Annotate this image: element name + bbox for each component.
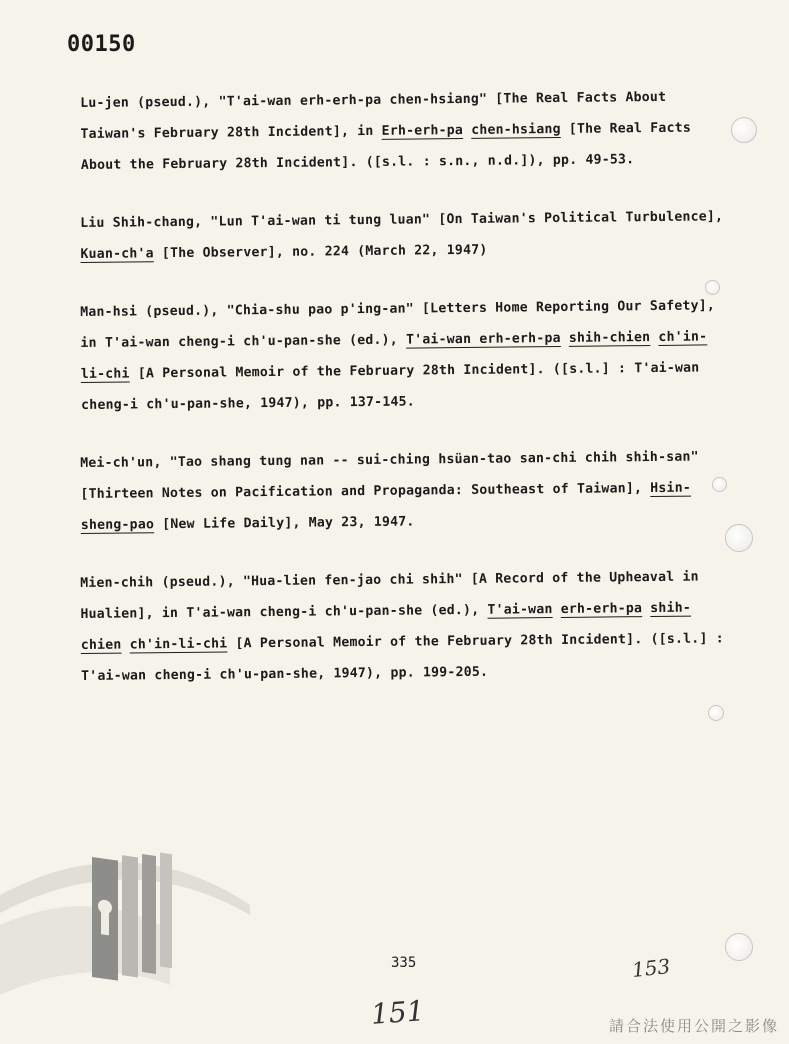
punch-hole (708, 705, 724, 721)
bibliography-entry (80, 441, 731, 541)
underlined-title: T'ai-wan (487, 602, 553, 618)
page-number: 335 (391, 955, 417, 971)
underlined-title: T'ai-wan erh-erh-pa (405, 330, 561, 348)
document-number: 00150 (67, 32, 136, 57)
handwritten-folio-number: 151 (369, 994, 426, 1031)
underlined-title: erh-erh-pa (560, 601, 643, 617)
bibliography-entry (80, 81, 731, 181)
punch-hole (725, 933, 753, 961)
entry-text: Liu Shih-chang, "Lun T'ai-wan ti tung luan" [On Taiwan's Political Turbulence], (80, 209, 724, 231)
punch-hole (725, 524, 753, 552)
handwritten-page-note: 153 (630, 954, 672, 982)
underlined-title: ch'in-li-chi (129, 636, 228, 653)
entry-text: [The Real Facts About the February 28th Incident]. ([s.l. : s.n., n.d.]), pp. 49-53. (80, 120, 692, 173)
entry-text: Mei-ch'un, "Tao shang tung nan -- sui-ching hsüan-tao san-chi chih shih-san" [Thirteen Notes on Pacification and Propaganda: Southeast of Taiwan], (80, 449, 699, 502)
entry-text: Lu-jen (pseud.), "T'ai-wan erh-erh-pa chen-hsiang" [The Real Facts About Taiwan's February 28th Incident], in (80, 89, 667, 142)
underlined-title: Hsin-sheng-pao (80, 480, 692, 533)
underlined-title: chen-hsiang (471, 121, 561, 138)
bibliography-entry (80, 201, 731, 270)
bibliography-entry (80, 561, 731, 692)
entry-text: [New Life Daily], May 23, 1947. (153, 514, 415, 533)
entry-text: Mien-chih (pseud.), "Hua-lien fen-jao chi shih" [A Record of the Upheaval in Hualien], in T'ai-wan cheng-i ch'u-pan-she (ed.), (80, 569, 699, 622)
underlined-title: Kuan-ch'a (80, 246, 154, 262)
entry-text (463, 123, 471, 138)
entry-text (121, 637, 129, 652)
punch-hole (705, 280, 720, 295)
entry-text: [The Observer], no. 224 (March 22, 1947) (153, 242, 488, 262)
bibliography-list (80, 88, 730, 719)
punch-hole (731, 117, 757, 143)
underlined-title: shih-chien (80, 600, 692, 653)
entry-text (650, 330, 658, 345)
entry-text: [A Personal Memoir of the February 28th Incident]. ([s.l.] : T'ai-wan cheng-i ch'u-pan-she, 1947), pp. 137-145. (81, 360, 700, 413)
underlined-title: ch'in-li-chi (80, 329, 708, 382)
underlined-title: shih-chien (568, 330, 651, 346)
entry-text: [A Personal Memoir of the February 28th Incident]. ([s.l.] : T'ai-wan cheng-i ch'u-pan-she, 1947), pp. 199-205. (81, 631, 724, 684)
entry-text: Man-hsi (pseud.), "Chia-shu pao p'ing-an" [Letters Home Reporting Our Safety], in T'ai-wan cheng-i ch'u-pan-she (ed.), (80, 298, 716, 351)
punch-hole (712, 477, 727, 492)
archive-usage-notice: 請合法使用公開之影像 (608, 1017, 779, 1035)
underlined-title: Erh-erh-pa (381, 122, 464, 139)
bibliography-entry (80, 290, 731, 421)
entry-text (642, 601, 650, 616)
archive-logo-watermark (0, 835, 260, 1005)
